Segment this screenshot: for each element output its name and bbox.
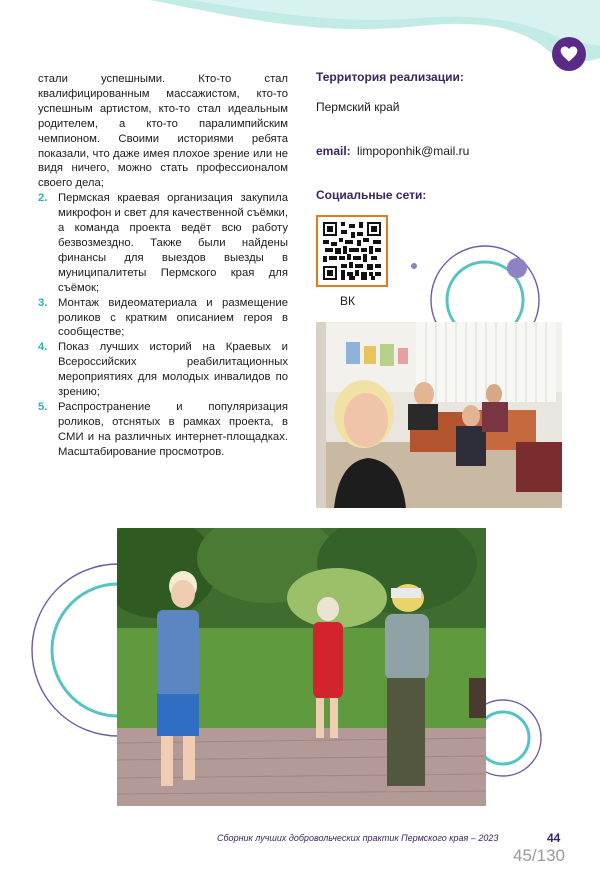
list-item	[38, 191, 288, 295]
list-item-number: 5.	[38, 400, 48, 413]
viewer-page-counter: 45/130	[513, 846, 565, 865]
heart-icon	[559, 44, 579, 64]
list-item-number: 4.	[38, 341, 48, 354]
list-item-text: Монтаж видеоматериала и размещение роликов с кратким описанием героя в сообществе;	[58, 296, 288, 339]
qr-code-icon	[323, 222, 381, 280]
territory-label: Территория реализации:	[316, 70, 464, 84]
email-row	[316, 144, 469, 158]
qr-caption: ВК	[340, 294, 355, 308]
page-number: 44	[547, 831, 561, 845]
list-item	[38, 400, 288, 460]
intro-paragraph: стали успешными. Кто-то стал квалифицированным массажистом, кто-то успешным артистом, кто-то стал идеальным родителем, а кто-то паралимпийским чемпионом. Своими историями ребята показали, что даже имея плохое зрение или не видя ничего, можно стать профессионалом своего дела;	[38, 73, 288, 190]
email-label: email:	[316, 144, 351, 158]
list-item-number: 3.	[38, 296, 48, 309]
territory-value: Пермский край	[316, 100, 400, 114]
park-photo	[117, 528, 486, 806]
left-column	[38, 72, 288, 460]
list-item	[38, 340, 288, 400]
list-item-number: 2.	[38, 192, 48, 205]
email-link[interactable]: limpoponhik@mail.ru	[357, 144, 470, 158]
heart-badge	[552, 37, 586, 71]
steps-list	[38, 191, 288, 459]
social-networks-label: Социальные сети:	[316, 188, 427, 202]
office-photo	[316, 322, 562, 508]
vk-qr-code[interactable]	[316, 215, 388, 287]
list-item	[38, 296, 288, 341]
list-item-text: Пермская краевая организация закупила микрофон и свет для качественной съёмки, а команда проекта ведёт всю работу безвозмездно. Также были найдены финансы для выездов выезды в муниципалитеты Пермского края для съёмок;	[58, 192, 288, 294]
list-item-text: Распространение и популяризация роликов, отснятых в рамках проекта, в СМИ и на различных интернет-площадках. Масштабирование просмотров.	[58, 400, 288, 458]
list-item-text: Показ лучших историй на Краевых и Всероссийских реабилитационных мероприятиях для молодых инвалидов по зрению;	[58, 341, 288, 399]
footer-title: Сборник лучших добровольческих практик Пермского края – 2023	[217, 833, 499, 843]
